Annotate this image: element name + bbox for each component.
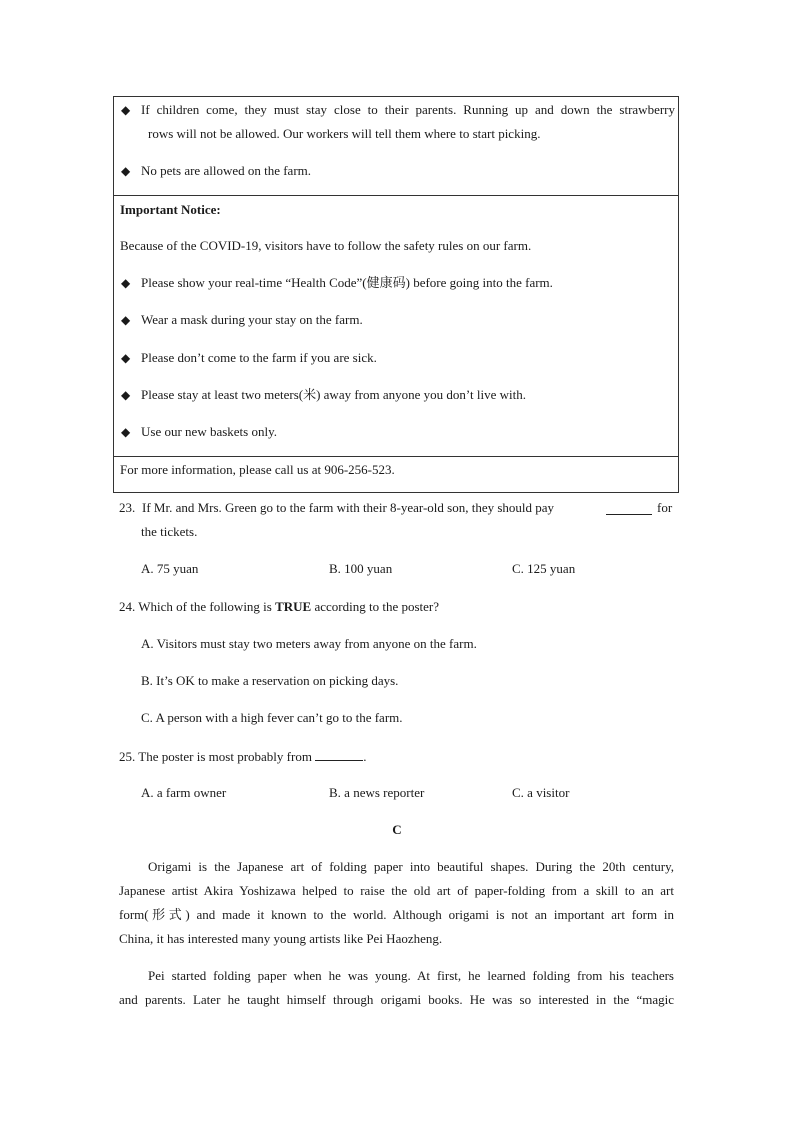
option-b: B. It’s OK to make a reservation on picking days.: [141, 673, 399, 688]
rule-children-line1: If children come, they must stay close to their parents. Running up and down the strawberry: [141, 102, 675, 117]
important-notice-title: Important Notice:: [120, 202, 221, 217]
question-line: [119, 599, 439, 615]
paragraph-line: Origami is the Japanese art of folding paper into beautiful shapes. During the 20th century,: [148, 859, 674, 874]
diamond-bullet-icon: ◆: [121, 313, 131, 327]
answer-blank: [606, 502, 652, 515]
question-stem: If Mr. and Mrs. Green go to the farm with their 8-year-old son, they should pay: [142, 500, 555, 515]
contact-section: [114, 457, 678, 493]
option-b: B. a news reporter: [329, 785, 425, 800]
paragraph-line: form(形式) and made it known to the world. Although origami is not an important art form in: [119, 907, 674, 922]
option-c: C. a visitor: [512, 785, 570, 800]
safety-rule-mask: Wear a mask during your stay on the farm.: [141, 312, 363, 327]
question-stem-end: according to the poster?: [314, 599, 440, 614]
question-stem: The poster is most probably from: [138, 749, 312, 764]
notice-table: [113, 96, 679, 493]
important-notice-intro: Because of the COVID-19, visitors have to follow the safety rules on our farm.: [120, 238, 532, 253]
question-emphasis: TRUE: [275, 599, 312, 614]
diamond-bullet-icon: ◆: [121, 276, 131, 290]
option-b: B. 100 yuan: [329, 561, 393, 576]
question-number: 25.: [119, 749, 136, 764]
paragraph-line: Japanese artist Akira Yoshizawa helped to raise the old art of paper-folding from a skill to an art: [119, 883, 674, 898]
answer-blank: [315, 748, 363, 761]
question-number: 24.: [119, 599, 136, 614]
option-c: C. 125 yuan: [512, 561, 576, 576]
rule-children-line2: rows will not be allowed. Our workers will tell them where to start picking.: [148, 126, 541, 141]
option-a: A. Visitors must stay two meters away from anyone on the farm.: [141, 636, 477, 651]
safety-rule-health-code: Please show your real-time “Health Code”(健康码) before going into the farm.: [141, 275, 553, 290]
important-notice-section: [114, 196, 678, 457]
question-stem-end: .: [363, 749, 367, 764]
diamond-bullet-icon: ◆: [121, 388, 131, 402]
question-stem-line2: the tickets.: [141, 524, 198, 539]
contact-info: For more information, please call us at 906-256-523.: [120, 462, 395, 477]
question-number: 23.: [119, 500, 136, 515]
diamond-bullet-icon: ◆: [121, 351, 131, 365]
rule-no-pets: No pets are allowed on the farm.: [141, 163, 312, 178]
question-stem-end: for: [657, 500, 673, 515]
safety-rule-sick: Please don’t come to the farm if you are sick.: [141, 350, 377, 365]
rules-continued-section: [114, 97, 678, 196]
paragraph-line: Pei started folding paper when he was young. At first, he learned folding from his teachers: [148, 968, 674, 983]
section-heading: C: [392, 822, 402, 837]
option-c: C. A person with a high fever can’t go to the farm.: [141, 710, 403, 725]
safety-rule-baskets: Use our new baskets only.: [141, 424, 277, 439]
question-stem: Which of the following is: [138, 599, 272, 614]
paragraph-line: and parents. Later he taught himself through origami books. He was so interested in the “magic: [119, 992, 674, 1007]
diamond-bullet-icon: ◆: [121, 164, 131, 178]
diamond-bullet-icon: ◆: [121, 425, 131, 439]
question-line: [119, 748, 366, 765]
option-a: A. 75 yuan: [141, 561, 199, 576]
diamond-bullet-icon: ◆: [121, 103, 131, 117]
option-a: A. a farm owner: [141, 785, 227, 800]
safety-rule-distance: Please stay at least two meters(米) away from anyone you don’t live with.: [141, 387, 526, 402]
paragraph-line: China, it has interested many young artists like Pei Haozheng.: [119, 931, 443, 946]
